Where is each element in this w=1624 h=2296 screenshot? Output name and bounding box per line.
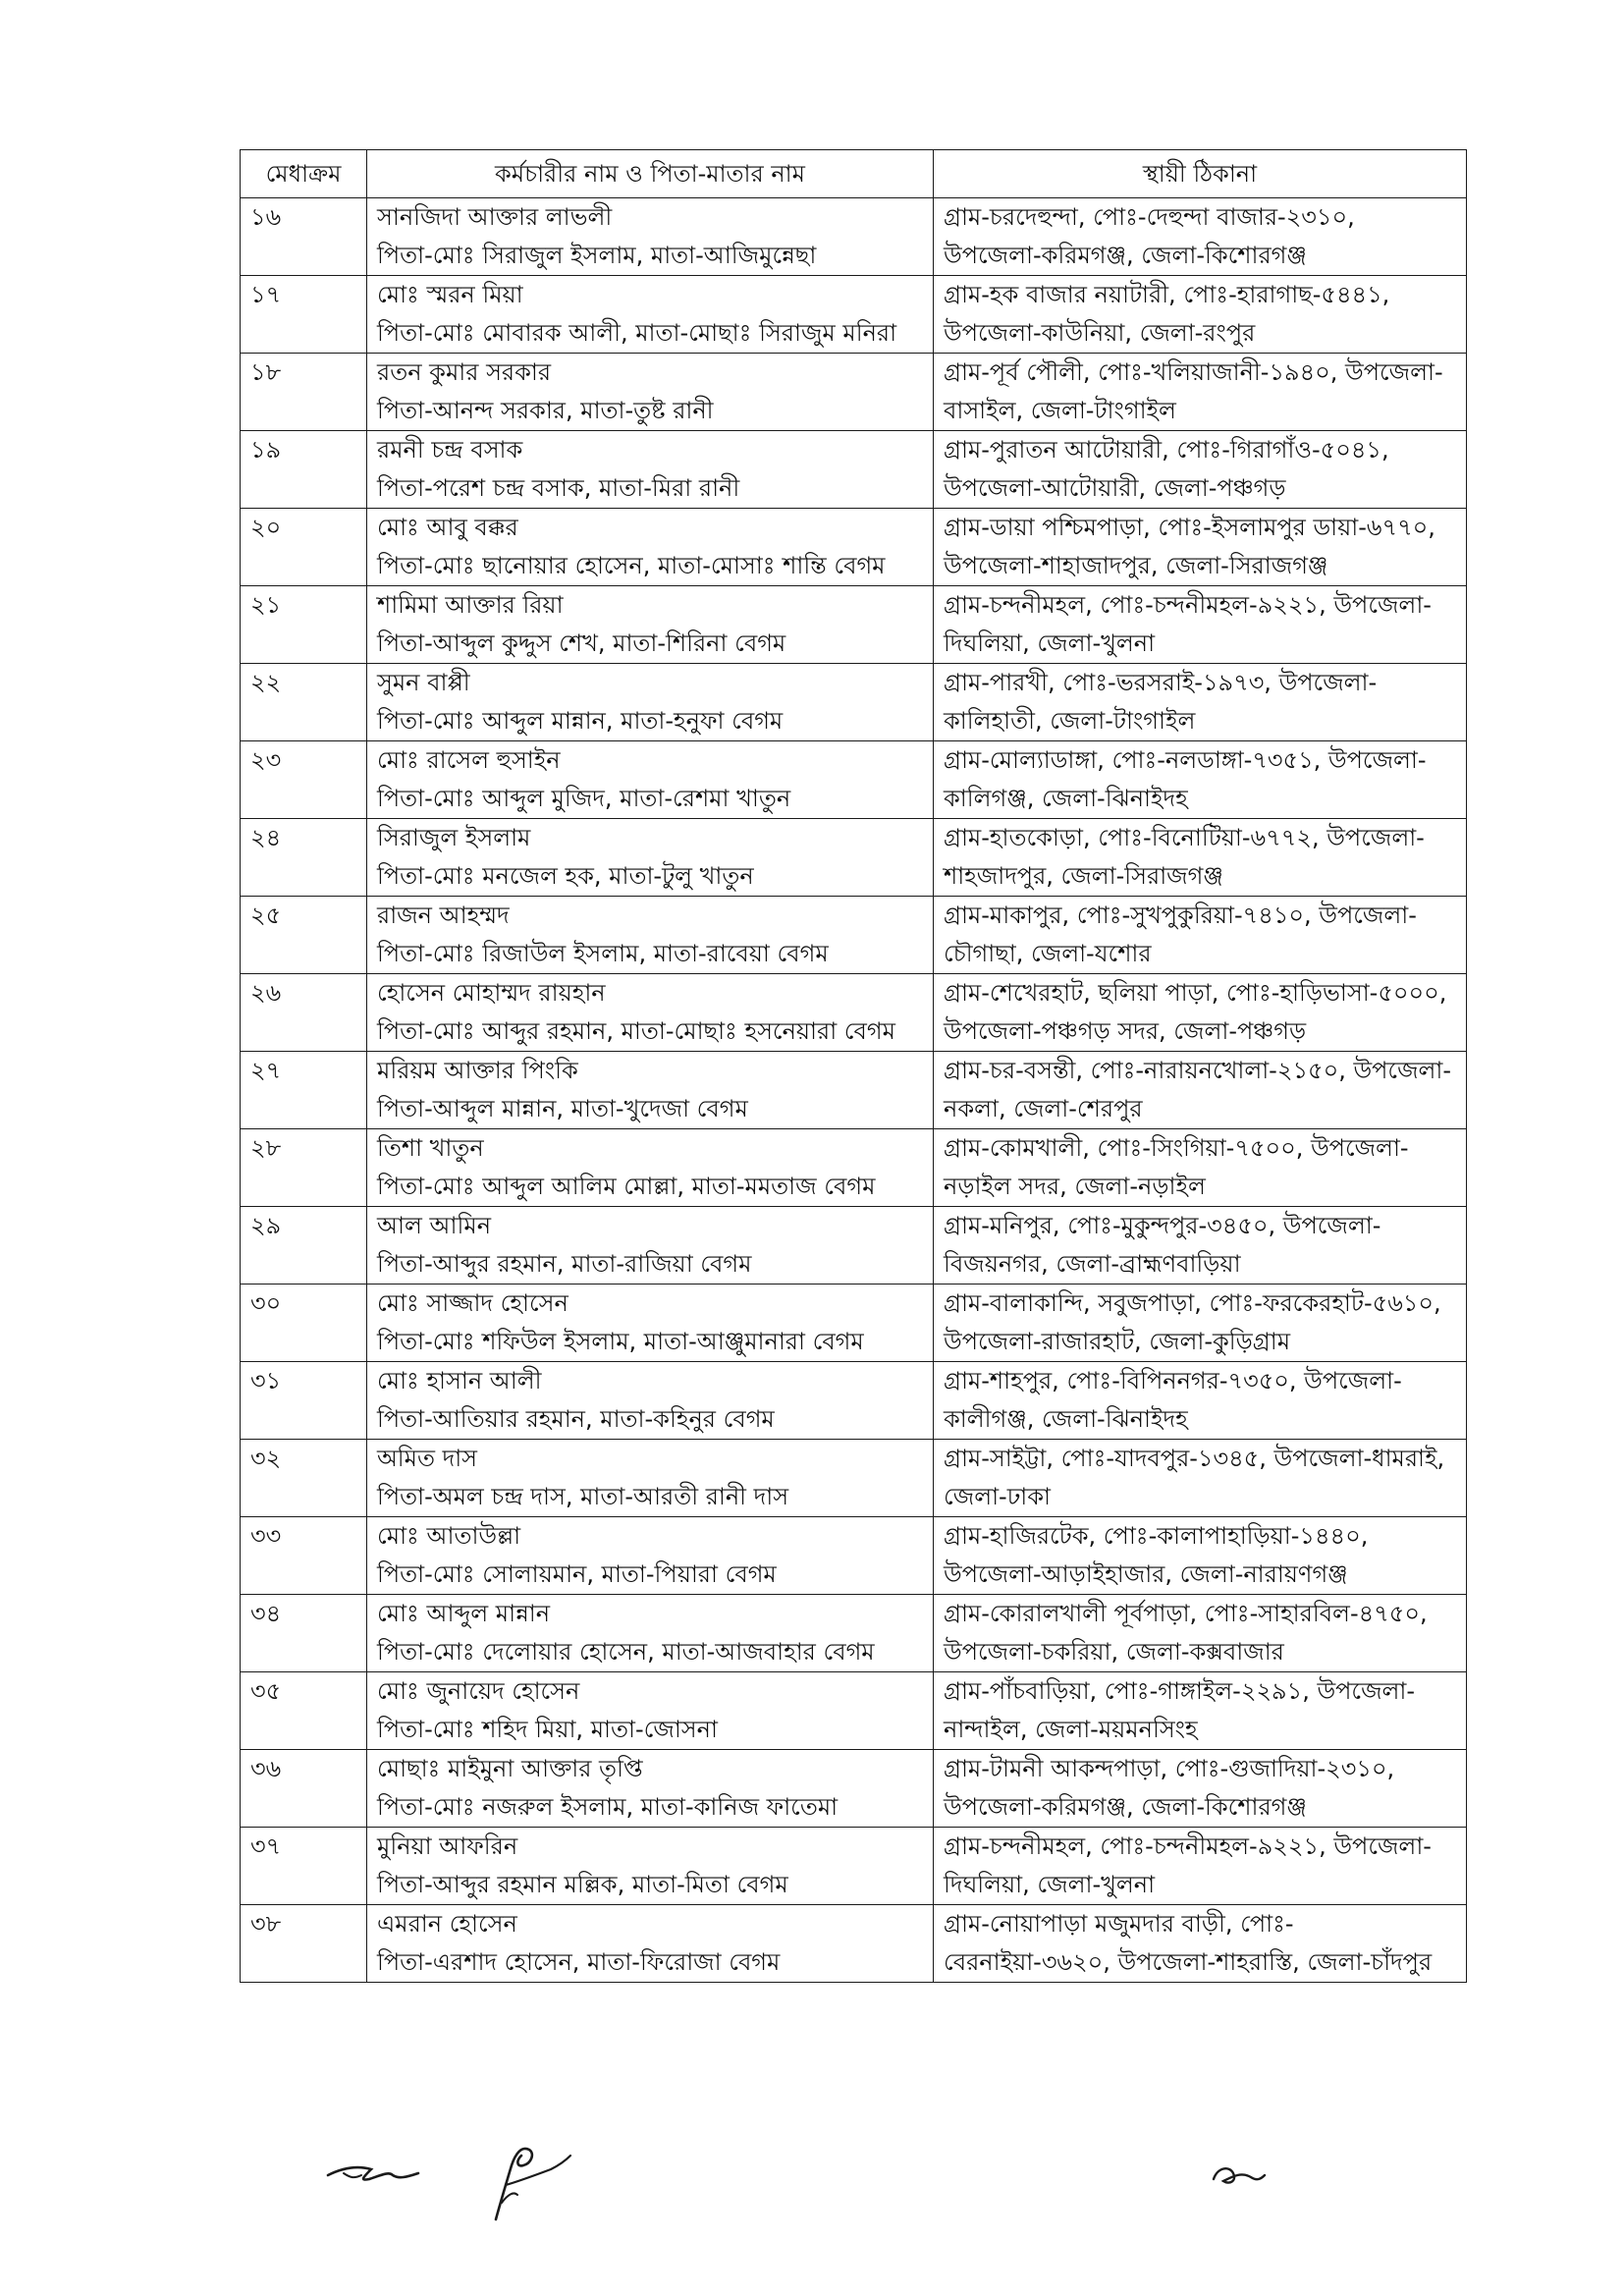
permanent-address: গ্রাম-চন্দনীমহল, পোঃ-চন্দনীমহল-৯২২১, উপজেলা-দিঘলিয়া, জেলা-খুলনা (934, 1828, 1467, 1905)
table-row (241, 198, 1467, 276)
employee-name: মোঃ জুনায়েদ হোসেন (377, 1677, 580, 1705)
permanent-address: গ্রাম-হক বাজার নয়াটারী, পোঃ-হারাগাছ-৫৪৪১, উপজেলা-কাউনিয়া, জেলা-রংপুর (934, 276, 1467, 354)
row-serial: ৩১ (241, 1362, 367, 1440)
permanent-address: গ্রাম-চন্দনীমহল, পোঃ-চন্দনীমহল-৯২২১, উপজেলা-দিঘলিয়া, জেলা-খুলনা (934, 586, 1467, 664)
row-name-cell (367, 664, 934, 741)
row-serial: ৩৬ (241, 1750, 367, 1828)
employee-name: রমনী চন্দ্র বসাক (377, 436, 523, 464)
row-serial: ৩৩ (241, 1517, 367, 1595)
row-name-cell (367, 198, 934, 276)
parents-names: পিতা-মোঃ সিরাজুল ইসলাম, মাতা-আজিমুন্নেছা (377, 242, 817, 269)
employee-name: হোসেন মোহাম্মদ রায়হান (377, 979, 606, 1007)
parents-names: পিতা-মোঃ শফিউল ইসলাম, মাতা-আঞ্জুমানারা বেগম (377, 1328, 864, 1355)
signature-area (324, 2126, 1306, 2234)
table-row (241, 1285, 1467, 1362)
table-row (241, 1362, 1467, 1440)
row-name-cell (367, 1750, 934, 1828)
row-serial: ৩২ (241, 1440, 367, 1517)
permanent-address: গ্রাম-কোরালখালী পূর্বপাড়া, পোঃ-সাহারবিল-৪৭৫০, উপজেলা-চকরিয়া, জেলা-কক্সবাজার (934, 1595, 1467, 1672)
table-row (241, 1207, 1467, 1285)
table-header-row (241, 150, 1467, 198)
permanent-address: গ্রাম-হাতকোড়া, পোঃ-বিনোটিয়া-৬৭৭২, উপজেলা-শাহজাদপুর, জেলা-সিরাজগঞ্জ (934, 819, 1467, 897)
row-name-cell (367, 897, 934, 974)
employee-name: মোঃ রাসেল হুসাইন (377, 746, 561, 774)
row-name-cell (367, 819, 934, 897)
permanent-address: গ্রাম-মোল্যাডাঙ্গা, পোঃ-নলডাঙ্গা-৭৩৫১, উপজেলা-কালিগঞ্জ, জেলা-ঝিনাইদহ (934, 741, 1467, 819)
employee-name: সিরাজুল ইসলাম (377, 824, 531, 851)
row-serial: ২৩ (241, 741, 367, 819)
table-row (241, 1052, 1467, 1129)
table-row (241, 1672, 1467, 1750)
employee-name: সুমন বাপ্পী (377, 669, 470, 696)
row-serial: ১৯ (241, 431, 367, 509)
permanent-address: গ্রাম-বালাকান্দি, সবুজপাড়া, পোঃ-ফরকেরহাট-৫৬১০, উপজেলা-রাজারহাট, জেলা-কুড়িগ্রাম (934, 1285, 1467, 1362)
parents-names: পিতা-মোঃ আব্দুর রহমান, মাতা-মোছাঃ হসনেয়ারা বেগম (377, 1017, 895, 1045)
row-name-cell (367, 1517, 934, 1595)
table-row (241, 1750, 1467, 1828)
header-name-parents: কর্মচারীর নাম ও পিতা-মাতার নাম (367, 150, 934, 198)
header-address: স্থায়ী ঠিকানা (934, 150, 1467, 198)
row-serial: ৩০ (241, 1285, 367, 1362)
permanent-address: গ্রাম-চরদেহুন্দা, পোঃ-দেহুন্দা বাজার-২৩১০, উপজেলা-করিমগঞ্জ, জেলা-কিশোরগঞ্জ (934, 198, 1467, 276)
employee-name: মরিয়ম আক্তার পিংকি (377, 1057, 578, 1084)
signature-1 (324, 2146, 422, 2195)
parents-names: পিতা-আব্দুর রহমান মল্লিক, মাতা-মিতা বেগম (377, 1871, 788, 1898)
parents-names: পিতা-মোঃ রিজাউল ইসলাম, মাতা-রাবেয়া বেগম (377, 940, 829, 967)
permanent-address: গ্রাম-শেখেরহাট, ছলিয়া পাড়া, পোঃ-হাড়িভাসা-৫০০০, উপজেলা-পঞ্চগড় সদর, জেলা-পঞ্চগড় (934, 974, 1467, 1052)
parents-names: পিতা-মোঃ আব্দুল আলিম মোল্লা, মাতা-মমতাজ বেগম (377, 1173, 876, 1200)
parents-names: পিতা-মোঃ দেলোয়ার হোসেন, মাতা-আজবাহার বেগম (377, 1638, 875, 1666)
employee-name: রতন কুমার সরকার (377, 358, 552, 386)
merit-list-table (240, 149, 1467, 1983)
row-serial: ২৮ (241, 1129, 367, 1207)
parents-names: পিতা-মোঃ আব্দুল মুজিদ, মাতা-রেশমা খাতুন (377, 785, 791, 812)
permanent-address: গ্রাম-মনিপুর, পোঃ-মুকুন্দপুর-৩৪৫০, উপজেলা-বিজয়নগর, জেলা-ব্রাহ্মণবাড়িয়া (934, 1207, 1467, 1285)
permanent-address: গ্রাম-পুরাতন আটোয়ারী, পোঃ-গিরাগাঁও-৫০৪১, উপজেলা-আটোয়ারী, জেলা-পঞ্চগড় (934, 431, 1467, 509)
permanent-address: গ্রাম-নোয়াপাড়া মজুমদার বাড়ী, পোঃ-বেরনাইয়া-৩৬২০, উপজেলা-শাহরাস্তি, জেলা-চাঁদপুর (934, 1905, 1467, 1983)
row-serial: ২৭ (241, 1052, 367, 1129)
row-name-cell (367, 1595, 934, 1672)
row-name-cell (367, 276, 934, 354)
permanent-address: গ্রাম-ডায়া পশ্চিমপাড়া, পোঃ-ইসলামপুর ডায়া-৬৭৭০, উপজেলা-শাহাজাদপুর, জেলা-সিরাজগঞ্জ (934, 509, 1467, 586)
initials-mark (1208, 2156, 1267, 2195)
row-name-cell (367, 974, 934, 1052)
parents-names: পিতা-মোঃ আব্দুল মান্নান, মাতা-হনুফা বেগম (377, 707, 784, 735)
parents-names: পিতা-আব্দুল মান্নান, মাতা-খুদেজা বেগম (377, 1095, 748, 1122)
row-name-cell (367, 1440, 934, 1517)
parents-names: পিতা-মোঃ শহিদ মিয়া, মাতা-জোসনা (377, 1716, 718, 1743)
row-name-cell (367, 1285, 934, 1362)
employee-name: মোঃ আবু বক্কর (377, 514, 518, 541)
parents-names: পিতা-এরশাদ হোসেন, মাতা-ফিরোজা বেগম (377, 1948, 781, 1976)
table-body (241, 198, 1467, 1983)
employee-name: মোঃ স্মরন মিয়া (377, 281, 523, 308)
row-name-cell (367, 431, 934, 509)
table-row (241, 276, 1467, 354)
row-serial: ২০ (241, 509, 367, 586)
table-row (241, 1517, 1467, 1595)
parents-names: পিতা-অমল চন্দ্র দাস, মাতা-আরতী রানী দাস (377, 1483, 789, 1510)
row-serial: ১৮ (241, 354, 367, 431)
table-row (241, 1905, 1467, 1983)
table-row (241, 1595, 1467, 1672)
row-name-cell (367, 586, 934, 664)
employee-name: মোঃ সাজ্জাদ হোসেন (377, 1289, 568, 1317)
parents-names: পিতা-মোঃ মনজেল হক, মাতা-টুলু খাতুন (377, 862, 754, 890)
row-name-cell (367, 1362, 934, 1440)
row-serial: ৩৪ (241, 1595, 367, 1672)
table-row (241, 974, 1467, 1052)
employee-name: মুনিয়া আফরিন (377, 1832, 518, 1860)
employee-name: আল আমিন (377, 1212, 492, 1239)
row-serial: ১৭ (241, 276, 367, 354)
table-row (241, 1828, 1467, 1905)
row-name-cell (367, 741, 934, 819)
row-name-cell (367, 1828, 934, 1905)
row-serial: ২৫ (241, 897, 367, 974)
table-row (241, 741, 1467, 819)
parents-names: পিতা-আনন্দ সরকার, মাতা-তুষ্ট রানী (377, 397, 714, 424)
permanent-address: গ্রাম-সাইট্টা, পোঃ-যাদবপুর-১৩৪৫, উপজেলা-ধামরাই, জেলা-ঢাকা (934, 1440, 1467, 1517)
permanent-address: গ্রাম-কোমখালী, পোঃ-সিংগিয়া-৭৫০০, উপজেলা-নড়াইল সদর, জেলা-নড়াইল (934, 1129, 1467, 1207)
row-serial: ২৪ (241, 819, 367, 897)
row-name-cell (367, 1207, 934, 1285)
employee-name: মোঃ আতাউল্লা (377, 1522, 521, 1550)
table-row (241, 586, 1467, 664)
permanent-address: গ্রাম-চর-বসন্তী, পোঃ-নারায়নখোলা-২১৫০, উপজেলা-নকলা, জেলা-শেরপুর (934, 1052, 1467, 1129)
row-name-cell (367, 1129, 934, 1207)
permanent-address: গ্রাম-শাহপুর, পোঃ-বিপিননগর-৭৩৫০, উপজেলা-কালীগঞ্জ, জেলা-ঝিনাইদহ (934, 1362, 1467, 1440)
row-serial: ২৯ (241, 1207, 367, 1285)
table-row (241, 664, 1467, 741)
permanent-address: গ্রাম-পূর্ব পৌলী, পোঃ-খলিয়াজানী-১৯৪০, উপজেলা-বাসাইল, জেলা-টাংগাইল (934, 354, 1467, 431)
parents-names: পিতা-মোঃ মোবারক আলী, মাতা-মোছাঃ সিরাজুম মনিরা (377, 319, 897, 347)
row-serial: ২২ (241, 664, 367, 741)
table-row (241, 509, 1467, 586)
row-serial: ২১ (241, 586, 367, 664)
employee-name: এমরান হোসেন (377, 1910, 517, 1938)
row-serial: ৩৭ (241, 1828, 367, 1905)
table-row (241, 1129, 1467, 1207)
row-name-cell (367, 354, 934, 431)
row-name-cell (367, 1672, 934, 1750)
employee-name: অমিত দাস (377, 1445, 478, 1472)
row-name-cell (367, 1052, 934, 1129)
parents-names: পিতা-মোঃ সোলায়মান, মাতা-পিয়ারা বেগম (377, 1560, 777, 1588)
row-name-cell (367, 1905, 934, 1983)
row-serial: ২৬ (241, 974, 367, 1052)
employee-name: রাজন আহম্মদ (377, 902, 510, 929)
parents-names: পিতা-আতিয়ার রহমান, মাতা-কহিনুর বেগম (377, 1405, 775, 1433)
employee-name: সানজিদা আক্তার লাভলী (377, 203, 613, 231)
table-row (241, 897, 1467, 974)
permanent-address: গ্রাম-পাঁচবাড়িয়া, পোঃ-গাঙ্গাইল-২২৯১, উপজেলা-নান্দাইল, জেলা-ময়মনসিংহ (934, 1672, 1467, 1750)
employee-name: শামিমা আক্তার রিয়া (377, 591, 564, 619)
employee-name: মোছাঃ মাইমুনা আক্তার তৃপ্তি (377, 1755, 643, 1782)
row-name-cell (367, 509, 934, 586)
employee-name: মোঃ আব্দুল মান্নান (377, 1600, 551, 1627)
permanent-address: গ্রাম-পারখী, পোঃ-ভরসরাই-১৯৭৩, উপজেলা-কালিহাতী, জেলা-টাংগাইল (934, 664, 1467, 741)
employee-name: তিশা খাতুন (377, 1134, 484, 1162)
row-serial: ১৬ (241, 198, 367, 276)
row-serial: ৩৫ (241, 1672, 367, 1750)
employee-name: মোঃ হাসান আলী (377, 1367, 542, 1394)
parents-names: পিতা-আব্দুল কুদ্দুস শেখ, মাতা-শিরিনা বেগম (377, 629, 786, 657)
table-row (241, 354, 1467, 431)
row-serial: ৩৮ (241, 1905, 367, 1983)
parents-names: পিতা-পরেশ চন্দ্র বসাক, মাতা-মিরা রানী (377, 474, 740, 502)
permanent-address: গ্রাম-হাজিরটেক, পোঃ-কালাপাহাড়িয়া-১৪৪০, উপজেলা-আড়াইহাজার, জেলা-নারায়ণগঞ্জ (934, 1517, 1467, 1595)
parents-names: পিতা-আব্দুর রহমান, মাতা-রাজিয়া বেগম (377, 1250, 752, 1278)
table-row (241, 1440, 1467, 1517)
parents-names: পিতা-মোঃ ছানোয়ার হোসেন, মাতা-মোসাঃ শান্তি বেগম (377, 552, 886, 579)
parents-names: পিতা-মোঃ নজরুল ইসলাম, মাতা-কানিজ ফাতেমা (377, 1793, 839, 1821)
permanent-address: গ্রাম-টামনী আকন্দপাড়া, পোঃ-গুজাদিয়া-২৩১০, উপজেলা-করিমগঞ্জ, জেলা-কিশোরগঞ্জ (934, 1750, 1467, 1828)
header-serial: মেধাক্রম (241, 150, 367, 198)
table-row (241, 431, 1467, 509)
table-row (241, 819, 1467, 897)
permanent-address: গ্রাম-মাকাপুর, পোঃ-সুখপুকুরিয়া-৭৪১০, উপজেলা-চৌগাছা, জেলা-যশোর (934, 897, 1467, 974)
signature-2 (457, 2126, 574, 2224)
